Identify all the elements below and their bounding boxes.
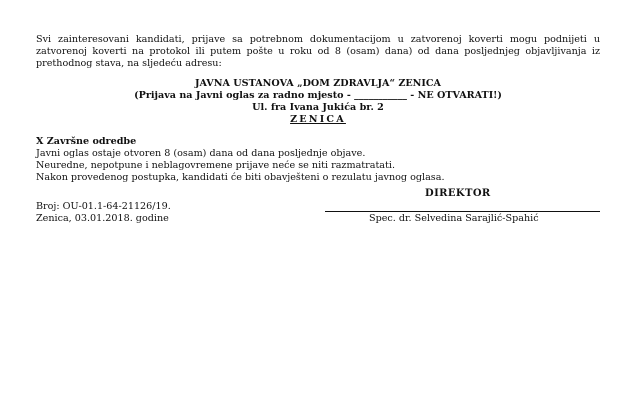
street-address: Ul. fra Ivana Jukića br. 2: [252, 102, 384, 113]
intro-paragraph: Svi zainteresovani kandidati, prijave sa potrebnom dokumentacijom u zatvorenoj koverti mogu podnijeti u zatvorenoj koverti na protokol ili putem pošte u roku od 8 (osam) dana) od dana posljednjeg objavljivanja iz prethodnog stava, na sljedeću adresu:: [36, 34, 600, 69]
document-date: Zenica, 03.01.2018. godine: [36, 213, 169, 224]
final-provisions-section: [36, 136, 600, 184]
reference-number: Broj: OU-01.1-64-21126/19.: [36, 201, 171, 212]
director-title: DIREKTOR: [425, 188, 491, 199]
signature-line: [325, 211, 600, 212]
institution-name: JAVNA USTANOVA „DOM ZDRAVLJA“ ZENICA: [195, 78, 441, 89]
envelope-note: (Prijava na Javni oglas za radno mjesto - ___________ - NE OTVARATI!): [134, 90, 502, 101]
provision-line: Javni oglas ostaje otvoren 8 (osam) dana od dana posljednje objave.: [36, 148, 366, 159]
provision-line: Nakon provedenog postupka, kandidati će biti obavješteni o rezulatu javnog oglasa.: [36, 172, 445, 183]
director-name: Spec. dr. Selvedina Sarajlić-Spahić: [369, 213, 539, 224]
city-name: ZENICA: [290, 114, 346, 125]
provision-line: Neuredne, nepotpune i neblagovremene prijave neće se niti razmatratati.: [36, 160, 396, 171]
section-title: X Završne odredbe: [36, 136, 137, 147]
document-page: [36, 34, 600, 248]
address-block: [36, 78, 600, 126]
signature-block: [36, 188, 600, 248]
